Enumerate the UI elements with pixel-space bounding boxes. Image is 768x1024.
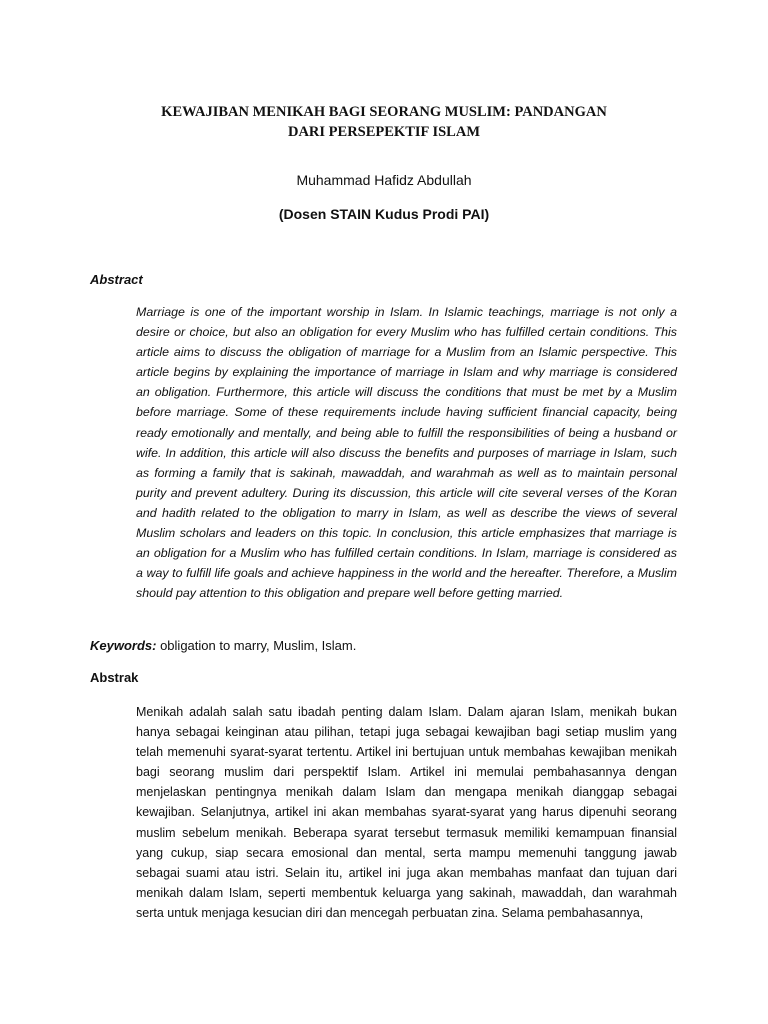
keywords-label: Keywords: bbox=[90, 638, 157, 653]
abstrak-heading: Abstrak bbox=[90, 670, 139, 685]
author-name: Muhammad Hafidz Abdullah bbox=[296, 172, 472, 188]
paper-title: KEWAJIBAN MENIKAH BAGI SEORANG MUSLIM: PANDANGAN DARI PERSEPEKTIF ISLAM bbox=[161, 104, 607, 140]
keywords-line bbox=[90, 636, 356, 656]
abstract-body: Marriage is one of the important worship in Islam. In Islamic teachings, marriage is not only a desire or choice, but also an obligation for every Muslim who has fulfilled certain conditions. This article aims to discuss the obligation of marriage for a Muslim from an Islamic perspective. This article begins by explaining the importance of marriage in Islam and why marriage is considered an obligation. Furthermore, this article will discuss the conditions that must be met by a Muslim before marriage. Some of these requirements include having sufficient financial capacity, being ready emotionally and mentally, and being able to fulfill the responsibilities of being a husband or wife. In addition, this article will also discuss the benefits and purposes of marriage in Islam, such as forming a family that is sakinah, mawaddah, and warahmah as well as to maintain personal purity and prevent adultery. During its discussion, this article will cite several verses of the Koran and hadith related to the obligation to marry in Islam, as well as describe the views of several Muslim scholars and leaders on this topic. In conclusion, this article emphasizes that marriage is an obligation for a Muslim who has fulfilled certain conditions. In Islam, marriage is considered as a way to fulfill life goals and achieve happiness in the world and the hereafter. Therefore, a Muslim should pay attention to this obligation and prepare well before getting married. bbox=[136, 305, 677, 601]
keywords-value: obligation to marry, Muslim, Islam. bbox=[156, 638, 357, 653]
author-affiliation: (Dosen STAIN Kudus Prodi PAI) bbox=[278, 206, 490, 222]
abstract-heading: Abstract bbox=[90, 272, 143, 287]
abstrak-body: Menikah adalah salah satu ibadah penting dalam Islam. Dalam ajaran Islam, menikah bukan hanya sebagai keinginan atau pilihan, tetapi juga sebagai kewajiban bagi setiap muslim yang telah memenuhi syarat-syarat tertentu. Artikel ini bertujuan untuk membahas kewajiban menikah bagi seorang muslim dari perspektif Islam. Artikel ini memulai pembahasannya dengan menjelaskan pentingnya menikah dalam Islam dan mengapa menikah dianggap sebagai kewajiban. Selanjutnya, artikel ini akan membahas syarat-syarat yang harus dipenuhi seorang muslim sebelum menikah. Beberapa syarat tersebut termasuk memiliki kemampuan finansial yang cukup, siap secara emosional dan mental, serta mampu memenuhi tanggung jawab sebagai suami atau istri. Selain itu, artikel ini juga akan membahas manfaat dan tujuan dari menikah dalam Islam, seperti membentuk keluarga yang sakinah, mawaddah, dan warahmah serta untuk menjaga kesucian diri dan mencegah perbuatan zina. Selama pembahasannya, bbox=[136, 705, 677, 920]
